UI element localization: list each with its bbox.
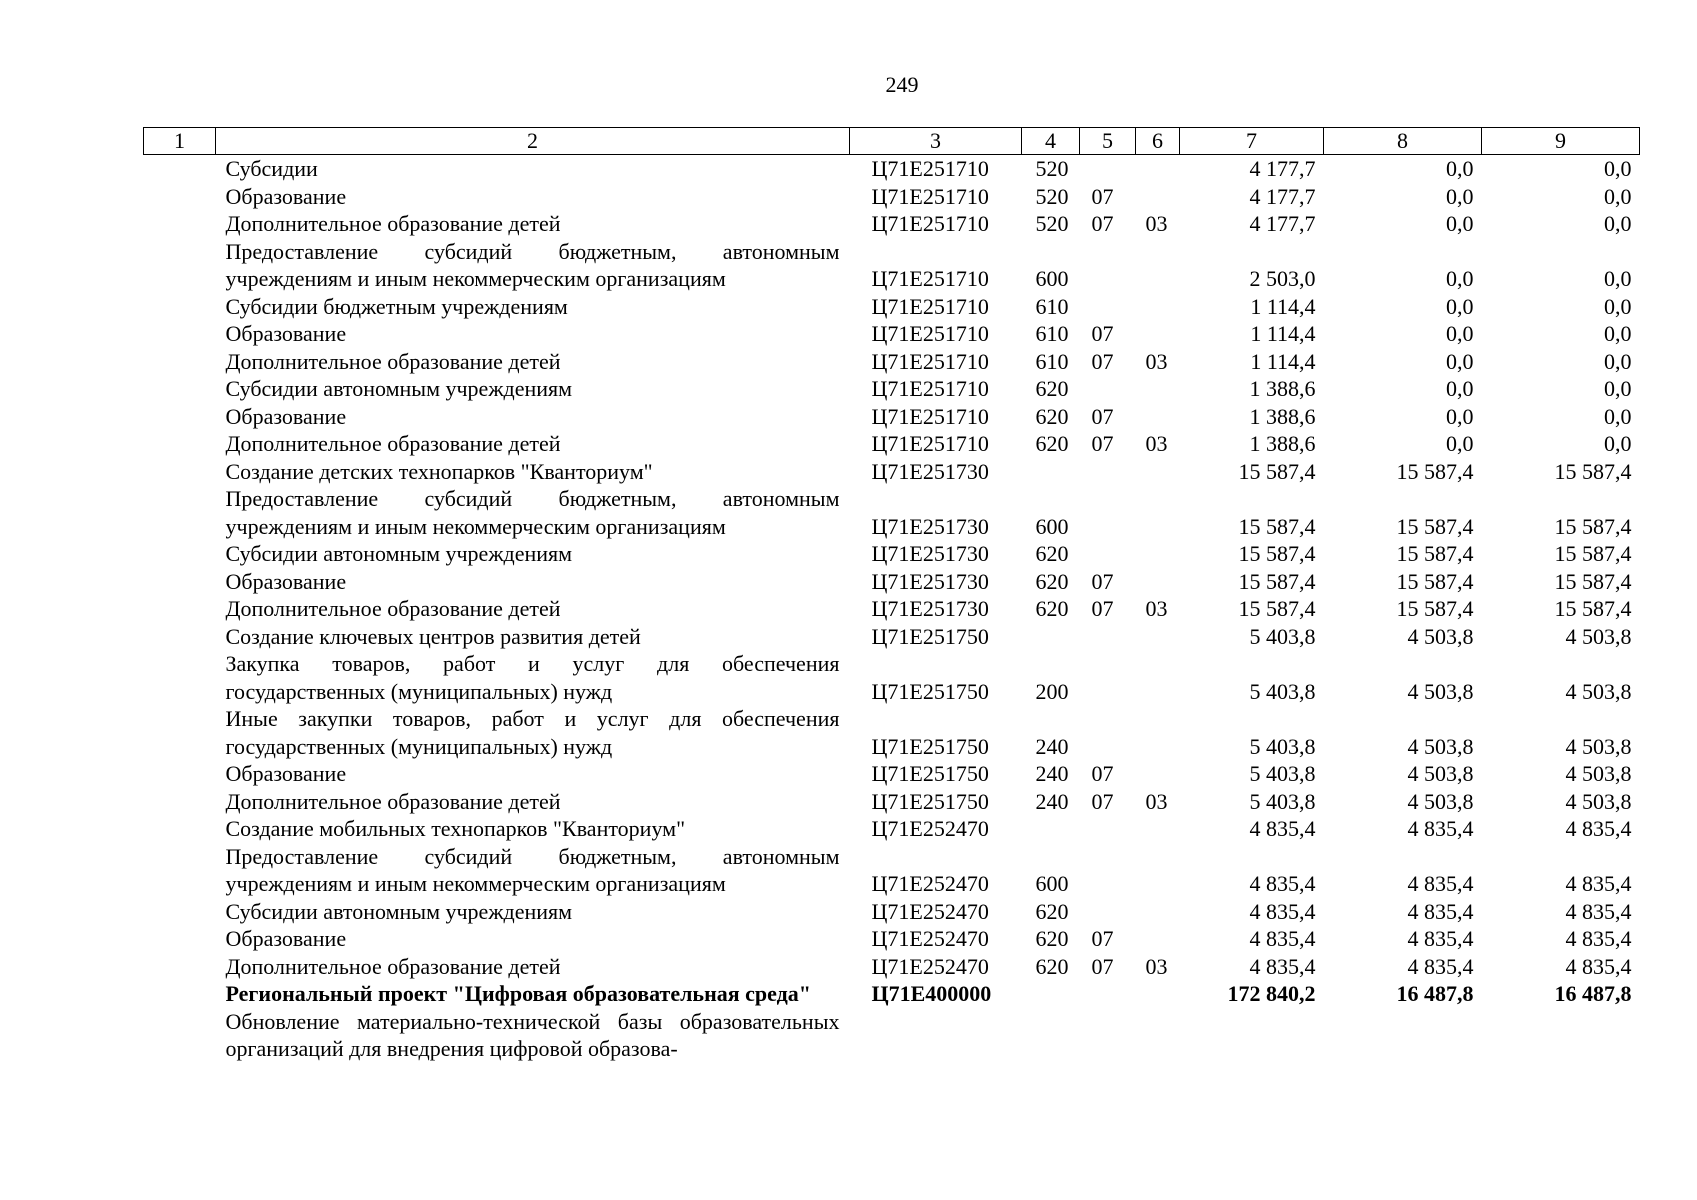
row-name: Дополнительное образование детей: [225, 431, 561, 456]
row-amount-col7: 15 587,4: [1238, 596, 1316, 621]
row-amount-col9: 0,0: [1604, 156, 1632, 181]
row-subsection: 03: [1145, 431, 1168, 456]
row-amount-col7: 1 114,4: [1250, 348, 1316, 374]
row-subsection: [1136, 843, 1180, 898]
row-amount-col7: 5 403,8: [1249, 788, 1316, 814]
row-target-code: Ц71Е252470: [871, 953, 989, 979]
row-section: [1080, 623, 1136, 651]
row-expense-type: 240: [1035, 788, 1069, 814]
row-subsection: [1136, 155, 1180, 183]
row-subsection: 03: [1145, 596, 1168, 621]
row-blank-cell: [144, 375, 216, 403]
row-amount-col7: 5 403,8: [1249, 733, 1316, 759]
row-subsection: [1136, 568, 1180, 596]
row-expense-type: 600: [1035, 871, 1069, 896]
table-row: [144, 815, 1640, 843]
row-expense-type: 520: [1035, 183, 1069, 209]
table-row: [144, 1008, 1640, 1063]
row-name: Обновление материально-технической базы образовательных организаций для внедрения цифровой образова-: [225, 1008, 840, 1061]
row-expense-type: 620: [1035, 431, 1069, 456]
row-name: Образование: [225, 321, 347, 346]
table-row: [144, 540, 1640, 568]
table-row: [144, 430, 1640, 458]
row-amount-col7: 15 587,4: [1238, 458, 1316, 484]
row-expense-type: 620: [1035, 541, 1069, 566]
table-row: [144, 980, 1640, 1008]
row-subsection: [1136, 925, 1180, 953]
row-target-code: Ц71Е251710: [871, 321, 989, 346]
row-expense-type: 520: [1035, 156, 1069, 181]
row-amount-col9: 0,0: [1604, 183, 1632, 209]
row-name: Закупка товаров, работ и услуг для обеспечения государственных (муниципальных) нужд: [225, 651, 840, 704]
row-amount-col7: 1 388,6: [1249, 403, 1316, 429]
row-name: Образование: [225, 403, 347, 429]
row-name: Образование: [225, 926, 347, 951]
column-header-9: 9: [1482, 128, 1640, 155]
row-section: [1080, 293, 1136, 321]
row-amount-col8: 0,0: [1446, 431, 1474, 456]
row-expense-type: [1022, 815, 1080, 843]
row-target-code: Ц71Е251750: [871, 733, 989, 759]
row-target-code: Ц71Е251750: [871, 623, 989, 649]
row-blank-cell: [144, 595, 216, 623]
row-expense-type: [1022, 458, 1080, 486]
row-amount-col8: 15 587,4: [1396, 568, 1474, 594]
row-amount-col8: 4 503,8: [1407, 761, 1474, 786]
row-amount-col8: 4 503,8: [1407, 623, 1474, 649]
column-header-6: 6: [1136, 128, 1180, 155]
row-blank-cell: [144, 815, 216, 843]
row-amount-col8: 0,0: [1446, 293, 1474, 319]
row-name: Иные закупки товаров, работ и услуг для обеспечения государственных (муниципальных) нужд: [225, 706, 840, 759]
row-section: 07: [1091, 431, 1114, 456]
row-amount-col9: 0,0: [1604, 376, 1632, 401]
table-row: [144, 320, 1640, 348]
row-amount-col8: 0,0: [1446, 183, 1474, 209]
row-name: Предоставление субсидий бюджетным, автономным учреждениям и иным некоммерческим организациям: [225, 843, 840, 896]
page-number: 249: [885, 72, 919, 97]
row-expense-type: 620: [1035, 403, 1069, 429]
row-amount-col8: 0,0: [1446, 348, 1474, 374]
row-blank-cell: [144, 760, 216, 788]
row-section: [1080, 540, 1136, 568]
row-target-code: Ц71Е251710: [871, 293, 989, 319]
row-amount-col7: [1180, 1008, 1324, 1063]
row-amount-col9: [1482, 1008, 1640, 1063]
row-subsection: [1136, 183, 1180, 211]
row-amount-col8: 4 835,4: [1407, 816, 1474, 841]
row-amount-col8: 4 503,8: [1407, 733, 1474, 759]
row-expense-type: 610: [1035, 321, 1069, 346]
row-blank-cell: [144, 403, 216, 431]
row-blank-cell: [144, 320, 216, 348]
row-subsection: [1136, 375, 1180, 403]
row-blank-cell: [144, 458, 216, 486]
row-amount-col9: 4 835,4: [1565, 953, 1632, 979]
row-subsection: [1136, 458, 1180, 486]
row-name: Предоставление субсидий бюджетным, автономным учреждениям и иным некоммерческим организациям: [225, 238, 840, 291]
row-target-code: Ц71Е251710: [871, 348, 989, 374]
row-amount-col9: 4 503,8: [1565, 733, 1632, 759]
row-blank-cell: [144, 210, 216, 238]
row-section: [1080, 375, 1136, 403]
row-subsection: [1136, 623, 1180, 651]
row-amount-col8: [1324, 1008, 1482, 1063]
row-subsection: 03: [1145, 953, 1168, 979]
row-subsection: [1136, 540, 1180, 568]
row-amount-col7: 4 835,4: [1249, 871, 1316, 896]
row-amount-col9: 0,0: [1604, 211, 1632, 236]
row-amount-col8: 4 835,4: [1407, 898, 1474, 924]
table-row: [144, 183, 1640, 211]
row-name: Дополнительное образование детей: [225, 788, 561, 814]
row-subsection: 03: [1145, 211, 1168, 236]
row-target-code: Ц71Е251750: [871, 761, 989, 786]
row-amount-col9: 4 503,8: [1565, 761, 1632, 786]
row-section: 07: [1091, 321, 1114, 346]
row-section: [1080, 898, 1136, 926]
row-expense-type: 620: [1035, 568, 1069, 594]
row-subsection: 03: [1145, 348, 1168, 374]
row-amount-col7: 1 114,4: [1250, 321, 1316, 346]
row-subsection: [1136, 403, 1180, 431]
row-expense-type: [1022, 623, 1080, 651]
table-header: [144, 128, 1640, 155]
row-name: Субсидии автономным учреждениям: [225, 898, 573, 924]
row-section: [1080, 815, 1136, 843]
row-expense-type: 600: [1035, 266, 1069, 291]
table-row: [144, 925, 1640, 953]
row-name: Создание ключевых центров развития детей: [225, 623, 641, 649]
row-amount-col9: 4 503,8: [1565, 678, 1632, 704]
row-expense-type: 240: [1035, 761, 1069, 786]
table-row: [144, 485, 1640, 540]
row-section: [1080, 650, 1136, 705]
row-amount-col7: 1 114,4: [1250, 293, 1316, 319]
row-target-code: Ц71Е252470: [871, 816, 989, 841]
row-amount-col9: 4 503,8: [1565, 623, 1632, 649]
row-amount-col8: 4 835,4: [1407, 953, 1474, 979]
row-blank-cell: [144, 898, 216, 926]
table-row: [144, 788, 1640, 816]
row-amount-col8: 0,0: [1446, 211, 1474, 236]
row-expense-type: 620: [1035, 596, 1069, 621]
table-row: [144, 238, 1640, 293]
row-amount-col8: 15 587,4: [1396, 541, 1474, 566]
row-amount-col8: 4 503,8: [1407, 678, 1474, 704]
table-row: [144, 568, 1640, 596]
table-row: [144, 595, 1640, 623]
row-section: [1080, 1008, 1136, 1063]
row-amount-col9: 15 587,4: [1554, 458, 1632, 484]
row-expense-type: 620: [1035, 926, 1069, 951]
row-amount-col8: 4 503,8: [1407, 788, 1474, 814]
row-target-code: Ц71Е400000: [871, 981, 992, 1006]
row-amount-col9: 0,0: [1604, 348, 1632, 374]
row-blank-cell: [144, 155, 216, 183]
row-blank-cell: [144, 650, 216, 705]
row-subsection: [1136, 815, 1180, 843]
row-amount-col8: 0,0: [1446, 376, 1474, 401]
column-header-5: 5: [1080, 128, 1136, 155]
row-section: [1080, 843, 1136, 898]
row-blank-cell: [144, 953, 216, 981]
row-section: [1080, 980, 1136, 1008]
row-blank-cell: [144, 705, 216, 760]
row-name: Дополнительное образование детей: [225, 953, 561, 979]
table-row: [144, 348, 1640, 376]
row-subsection: [1136, 1008, 1180, 1063]
row-amount-col8: 15 587,4: [1396, 458, 1474, 484]
row-subsection: [1136, 760, 1180, 788]
row-expense-type: [1022, 1008, 1080, 1063]
row-amount-col9: 15 587,4: [1554, 568, 1632, 594]
row-section: 07: [1091, 403, 1114, 429]
row-amount-col8: 0,0: [1446, 266, 1474, 291]
row-amount-col9: 16 487,8: [1554, 981, 1632, 1006]
row-subsection: [1136, 320, 1180, 348]
row-amount-col9: 4 503,8: [1565, 788, 1632, 814]
row-target-code: Ц71Е252470: [871, 898, 989, 924]
row-target-code: Ц71Е251730: [871, 596, 989, 621]
row-section: 07: [1091, 926, 1114, 951]
row-target-code: Ц71Е251710: [871, 376, 989, 401]
row-target-code: Ц71Е251730: [871, 541, 989, 566]
row-name: Региональный проект "Цифровая образовательная среда": [225, 981, 811, 1006]
row-amount-col8: 0,0: [1446, 156, 1474, 181]
row-amount-col7: 15 587,4: [1238, 513, 1316, 539]
row-section: 07: [1091, 348, 1114, 374]
table-row: [144, 623, 1640, 651]
row-expense-type: 620: [1035, 898, 1069, 924]
row-subsection: [1136, 238, 1180, 293]
row-amount-col7: 5 403,8: [1249, 623, 1316, 649]
row-name: Субсидии автономным учреждениям: [225, 376, 573, 401]
row-target-code: Ц71Е251730: [871, 458, 989, 484]
row-amount-col7: 4 835,4: [1249, 926, 1316, 951]
row-expense-type: 620: [1035, 953, 1069, 979]
row-subsection: [1136, 898, 1180, 926]
table-row: [144, 705, 1640, 760]
row-blank-cell: [144, 980, 216, 1008]
row-amount-col9: 0,0: [1604, 266, 1632, 291]
column-header-4: 4: [1022, 128, 1080, 155]
row-amount-col7: 172 840,2: [1227, 981, 1316, 1006]
table-row: [144, 155, 1640, 183]
row-section: 07: [1091, 788, 1114, 814]
row-section: [1080, 458, 1136, 486]
row-name: Субсидии бюджетным учреждениям: [225, 293, 568, 319]
row-name: Дополнительное образование детей: [225, 211, 561, 236]
row-blank-cell: [144, 238, 216, 293]
column-header-1: 1: [144, 128, 216, 155]
row-amount-col7: 5 403,8: [1249, 678, 1316, 704]
row-amount-col9: 0,0: [1604, 293, 1632, 319]
row-blank-cell: [144, 348, 216, 376]
row-name: Субсидии автономным учреждениям: [225, 541, 573, 566]
row-blank-cell: [144, 788, 216, 816]
row-expense-type: 610: [1035, 348, 1069, 374]
row-section: 07: [1091, 183, 1114, 209]
row-target-code: [850, 1008, 1022, 1063]
row-amount-col9: 15 587,4: [1554, 513, 1632, 539]
row-section: 07: [1091, 568, 1114, 594]
row-section: 07: [1091, 596, 1114, 621]
row-section: [1080, 705, 1136, 760]
row-amount-col9: 0,0: [1604, 403, 1632, 429]
row-target-code: Ц71Е251710: [871, 156, 989, 181]
row-amount-col9: 4 835,4: [1565, 871, 1632, 896]
row-section: 07: [1091, 953, 1114, 979]
table-row: [144, 760, 1640, 788]
row-amount-col7: 4 177,7: [1249, 183, 1316, 209]
row-amount-col7: 5 403,8: [1249, 761, 1316, 786]
table-row: [144, 293, 1640, 321]
table-row: [144, 953, 1640, 981]
row-amount-col7: 4 835,4: [1249, 816, 1316, 841]
row-target-code: Ц71Е251730: [871, 513, 989, 539]
table-row: [144, 650, 1640, 705]
row-target-code: Ц71Е251750: [871, 788, 989, 814]
row-amount-col9: 4 835,4: [1565, 926, 1632, 951]
row-target-code: Ц71Е251710: [871, 266, 989, 291]
row-amount-col7: 1 388,6: [1249, 376, 1316, 401]
row-amount-col7: 4 177,7: [1249, 211, 1316, 236]
row-amount-col8: 4 835,4: [1407, 926, 1474, 951]
table-row: [144, 898, 1640, 926]
row-target-code: Ц71Е251710: [871, 403, 989, 429]
row-amount-col7: 15 587,4: [1238, 568, 1316, 594]
row-name: Образование: [225, 761, 347, 786]
budget-table: [143, 127, 1640, 1063]
row-name: Предоставление субсидий бюджетным, автономным учреждениям и иным некоммерческим организациям: [225, 486, 840, 539]
table-row: [144, 375, 1640, 403]
table-row: [144, 403, 1640, 431]
row-amount-col9: 15 587,4: [1554, 541, 1632, 566]
row-blank-cell: [144, 485, 216, 540]
row-blank-cell: [144, 430, 216, 458]
column-header-3: 3: [850, 128, 1022, 155]
row-target-code: Ц71Е251750: [871, 678, 989, 704]
row-blank-cell: [144, 843, 216, 898]
row-amount-col9: 15 587,4: [1554, 596, 1632, 621]
row-name: Образование: [225, 568, 347, 594]
row-target-code: Ц71Е251710: [871, 183, 989, 209]
row-expense-type: 610: [1035, 293, 1069, 319]
table-row: [144, 210, 1640, 238]
row-section: [1080, 485, 1136, 540]
row-amount-col9: 0,0: [1604, 431, 1632, 456]
table-row: [144, 843, 1640, 898]
row-target-code: Ц71Е252470: [871, 871, 989, 896]
row-target-code: Ц71Е251730: [871, 568, 989, 594]
row-blank-cell: [144, 540, 216, 568]
row-amount-col7: 2 503,0: [1249, 266, 1316, 291]
column-header-2: 2: [216, 128, 850, 155]
row-section: [1080, 238, 1136, 293]
row-subsection: [1136, 650, 1180, 705]
row-amount-col7: 1 388,6: [1249, 431, 1316, 456]
row-blank-cell: [144, 568, 216, 596]
row-name: Дополнительное образование детей: [225, 348, 561, 374]
row-subsection: [1136, 980, 1180, 1008]
column-header-8: 8: [1324, 128, 1482, 155]
row-expense-type: 620: [1035, 376, 1069, 401]
row-expense-type: [1022, 980, 1080, 1008]
row-expense-type: 240: [1035, 733, 1069, 759]
row-target-code: Ц71Е252470: [871, 926, 989, 951]
row-name: Дополнительное образование детей: [225, 596, 561, 621]
row-expense-type: 600: [1035, 513, 1069, 539]
row-blank-cell: [144, 183, 216, 211]
row-subsection: [1136, 293, 1180, 321]
row-amount-col7: 4 835,4: [1249, 953, 1316, 979]
row-amount-col8: 15 587,4: [1396, 596, 1474, 621]
row-amount-col9: 4 835,4: [1565, 898, 1632, 924]
row-blank-cell: [144, 293, 216, 321]
row-name: Создание детских технопарков "Кванториум": [225, 458, 653, 484]
row-blank-cell: [144, 623, 216, 651]
row-expense-type: 520: [1035, 211, 1069, 236]
row-amount-col8: 16 487,8: [1396, 981, 1474, 1006]
row-section: 07: [1091, 211, 1114, 236]
row-section: [1080, 155, 1136, 183]
row-amount-col8: 0,0: [1446, 403, 1474, 429]
row-amount-col8: 4 835,4: [1407, 871, 1474, 896]
row-target-code: Ц71Е251710: [871, 431, 989, 456]
row-amount-col8: 0,0: [1446, 321, 1474, 346]
row-subsection: [1136, 705, 1180, 760]
column-header-7: 7: [1180, 128, 1324, 155]
row-name: Создание мобильных технопарков "Кванториум": [225, 816, 686, 841]
table-row: [144, 458, 1640, 486]
row-amount-col9: 4 835,4: [1565, 816, 1632, 841]
row-expense-type: 200: [1035, 678, 1069, 704]
row-amount-col8: 15 587,4: [1396, 513, 1474, 539]
row-amount-col9: 0,0: [1604, 321, 1632, 346]
row-blank-cell: [144, 1008, 216, 1063]
row-name: Образование: [225, 183, 347, 209]
row-name: Субсидии: [225, 156, 318, 181]
row-target-code: Ц71Е251710: [871, 211, 989, 236]
row-blank-cell: [144, 925, 216, 953]
row-subsection: 03: [1145, 788, 1168, 814]
row-subsection: [1136, 485, 1180, 540]
row-amount-col7: 4 835,4: [1249, 898, 1316, 924]
header-row: [144, 128, 1640, 155]
row-amount-col7: 15 587,4: [1238, 541, 1316, 566]
row-amount-col7: 4 177,7: [1249, 156, 1316, 181]
row-section: 07: [1091, 761, 1114, 786]
table-body: [144, 155, 1640, 1063]
